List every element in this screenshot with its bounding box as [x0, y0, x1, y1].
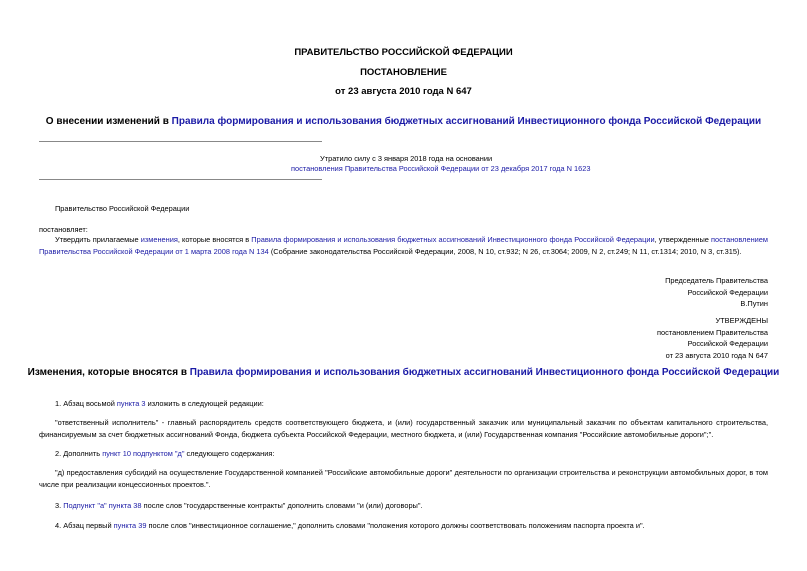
- approve-after: , утвержденные: [654, 235, 711, 244]
- divider-bottom: [39, 179, 322, 180]
- item-3-number: 3.: [55, 501, 64, 510]
- approved-heading: УТВЕРЖДЕНЫ: [715, 316, 768, 325]
- item-4-text-a: 4. Абзац первый: [55, 521, 114, 530]
- item-2: [55, 448, 274, 459]
- changes-title: [0, 367, 807, 378]
- item-1-text-b: изложить в следующей редакции:: [145, 399, 264, 408]
- item-1-text-a: 1. Абзац восьмой: [55, 399, 117, 408]
- doc-type-heading: ПОСТАНОВЛЕНИЕ: [360, 67, 447, 78]
- status-note-line1: Утратило силу с 3 января 2018 года на основании: [320, 154, 493, 163]
- approve-paragraph: [39, 234, 768, 257]
- document-title: [0, 116, 807, 127]
- item-3-link[interactable]: Подпункт "а" пункта 38: [63, 501, 142, 510]
- item-2-text-b: следующего содержания:: [184, 449, 275, 458]
- item-2-text-a: 2. Дополнить: [55, 449, 103, 458]
- title-rules-link[interactable]: Правила формирования и использования бюджетных ассигнований Инвестиционного фонда Российской Федерации: [171, 116, 762, 127]
- status-note-link[interactable]: постановления Правительства Российской Федерации от 23 декабря 2017 года N 1623: [291, 164, 591, 173]
- title-prefix: О внесении изменений в: [45, 116, 172, 127]
- quote-2: "д) предоставления субсидий на осуществление Государственной компанией "Российские автомобильные дороги" деятельности по организации строительства и реконструкции автомобильных дорог, в том числе при реализации концессионных проектов.".: [39, 468, 768, 489]
- item-3-text: после слов "государственные контракты" дополнить словами "и (или) договоры".: [141, 501, 423, 510]
- quote-1: "ответственный исполнитель" - главный распорядитель средств соответствующего бюджета, и (или) государственный заказчик или муниципальный заказчик по объектам капитального строительства, финансируемым за счет бюджетных ассигнований Фонда, бюджета субъекта Российской Федерации, местного бюджета, и (или) Государственная компания "Российские автомобильные дороги";".: [39, 418, 768, 439]
- date-number-heading: от 23 августа 2010 года N 647: [335, 86, 472, 97]
- approved-block: [657, 315, 768, 361]
- item-4: [55, 520, 645, 531]
- rules-link[interactable]: Правила формирования и использования бюджетных ассигнований Инвестиционного фонда Российской Федерации: [251, 235, 655, 244]
- approved-by: постановлением Правительства: [657, 327, 768, 337]
- approve-mid: , которые вносятся в: [177, 235, 252, 244]
- divider-top: [39, 141, 322, 142]
- item-2-link[interactable]: пункт 10 подпунктом "д": [102, 449, 185, 458]
- item-1: [55, 398, 264, 409]
- signature-country: Российской Федерации: [687, 287, 768, 297]
- government-line: Правительство Российской Федерации: [55, 204, 190, 213]
- item-3: [55, 500, 423, 511]
- changes-title-prefix: Изменения, которые вносятся в: [27, 367, 190, 378]
- approve-tail: (Собрание законодательства Российской Федерации, 2008, N 10, ст.932; N 26, ст.3064; 2009, N 2, ст.249; N 11, ст.1314; 2010, N 3, ст.315).: [268, 246, 742, 256]
- item-4-link[interactable]: пункта 39: [113, 521, 147, 530]
- government-heading: ПРАВИТЕЛЬСТВО РОССИЙСКОЙ ФЕДЕРАЦИИ: [294, 47, 513, 58]
- signature-title: Председатель Правительства: [665, 276, 768, 285]
- changes-title-rules-link[interactable]: Правила формирования и использования бюджетных ассигнований Инвестиционного фонда Российской Федерации: [189, 367, 780, 378]
- resolves-text: постановляет:: [39, 225, 88, 234]
- changes-link[interactable]: изменения: [140, 235, 178, 244]
- approved-date: от 23 августа 2010 года N 647: [665, 350, 768, 360]
- item-4-text-b: после слов "инвестиционное соглашение," дополнить словами "положения которого должны соответствовать положениям паспорта проекта и".: [146, 521, 645, 530]
- signature-name: В.Путин: [740, 299, 768, 309]
- approve-intro: Утвердить прилагаемые: [55, 235, 141, 244]
- approved-country: Российской Федерации: [687, 339, 768, 349]
- signature-block: [665, 275, 768, 310]
- decree-134-link[interactable]: постановлением Правительства Российской Федерации от 1 марта 2008 года N 134: [39, 235, 768, 256]
- item-1-link[interactable]: пункта 3: [116, 399, 146, 408]
